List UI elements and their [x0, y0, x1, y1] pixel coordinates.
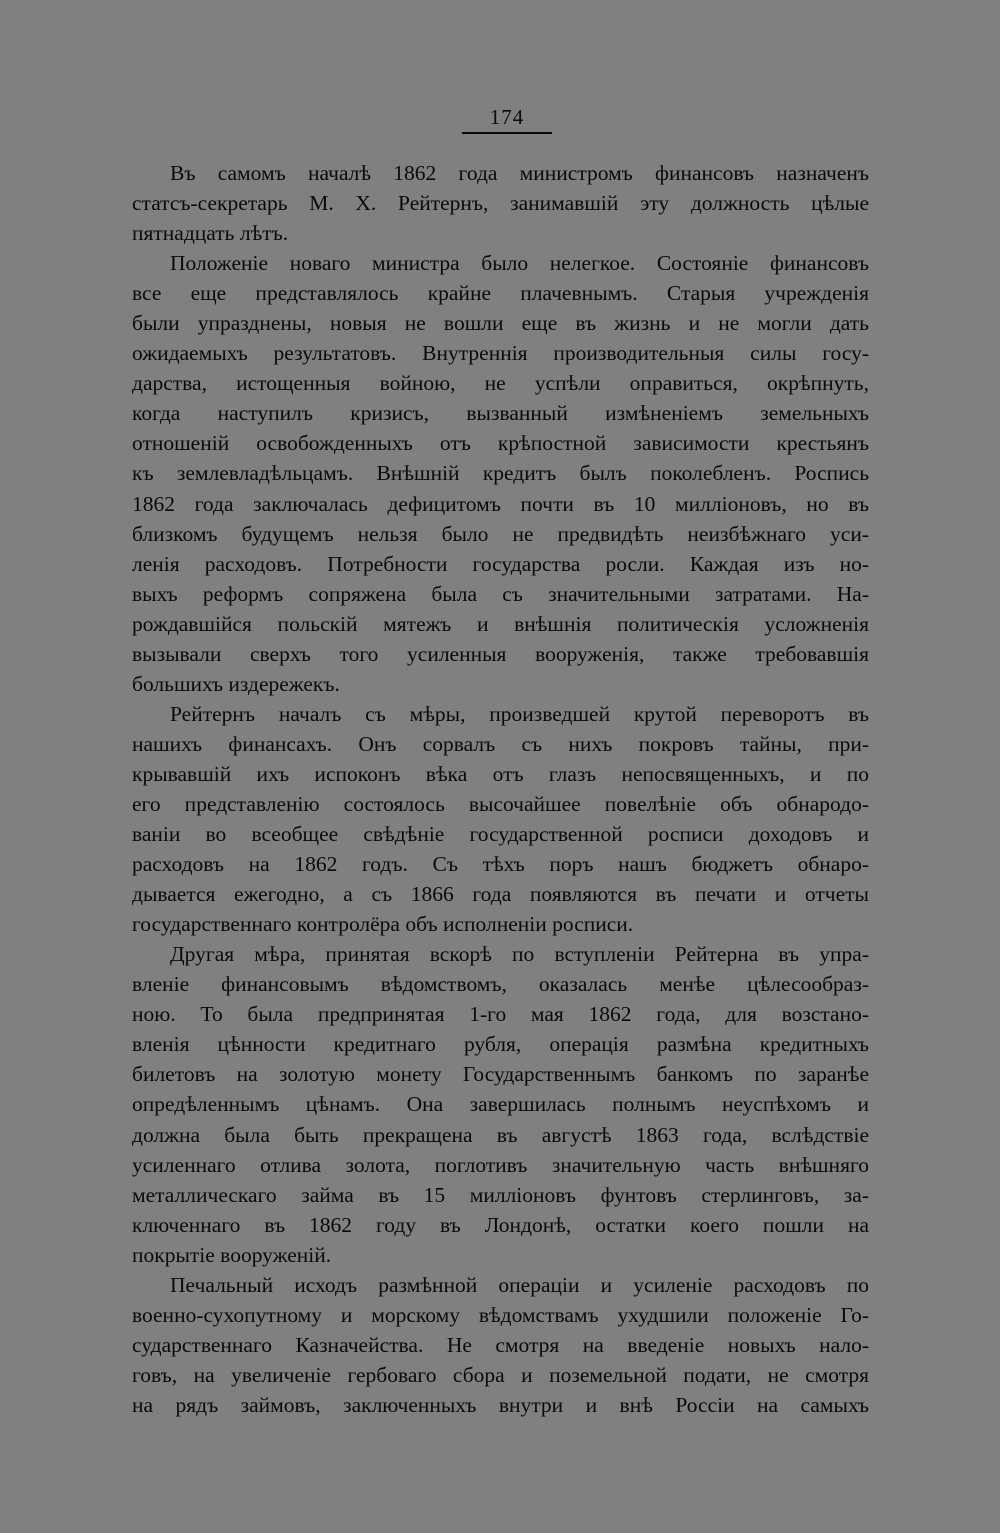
text-line: расходовъ на 1862 годъ. Съ тѣхъ поръ нашъ бюджетъ обнаро- [132, 852, 869, 877]
text-line: рождавшійся польскій мятежъ и внѣшнія политическія усложненія [132, 611, 869, 636]
text-line: опредѣленнымъ цѣнамъ. Она завершилась полнымъ неуспѣхомъ и [132, 1092, 869, 1117]
text-line: билетовъ на золотую монету Государственнымъ банкомъ по заранѣе [132, 1062, 869, 1087]
text-line: близкомъ будущемъ нельзя было не предвидѣть неизбѣжнаго уси- [132, 521, 869, 546]
text-line: пятнадцать лѣтъ. [132, 221, 289, 246]
text-line: усиленнаго отлива золота, поглотивъ значительную часть внѣшняго [132, 1152, 869, 1177]
text-line: ваніи во всеобщее свѣдѣніе государственной росписи доходовъ и [132, 822, 869, 847]
text-line: были упразднены, новыя не вошли еще въ жизнь и не могли дать [132, 311, 869, 336]
text-line: военно-сухопутному и морскому вѣдомствамъ ухудшили положеніе Го- [132, 1302, 869, 1327]
text-line: крывавшій ихъ испоконъ вѣка отъ глазъ непосвященныхъ, и по [132, 761, 869, 786]
text-line: сударственнаго Казначейства. Не смотря на введеніе новыхъ нало- [132, 1332, 869, 1357]
text-line: государственнаго контролёра объ исполненіи росписи. [132, 912, 634, 937]
text-line: когда наступилъ кризисъ, вызванный измѣненіемъ земельныхъ [132, 401, 869, 426]
text-line: ключеннаго въ 1862 году въ Лондонѣ, остатки коего пошли на [132, 1212, 869, 1237]
text-line: вызывали сверхъ того усиленныя вооруженія, также требовавшія [132, 641, 869, 666]
page-number-rule [462, 132, 552, 134]
text-line: нашихъ финансахъ. Онъ сорвалъ съ нихъ покровъ тайны, при- [132, 731, 869, 756]
text-line: все еще представлялось крайне плачевнымъ. Старыя учрежденія [132, 281, 869, 306]
text-line: должна была быть прекращена въ августѣ 1863 года, вслѣдствіе [132, 1122, 869, 1147]
text-line: дарства, истощенныя войною, не успѣли оправиться, окрѣпнуть, [132, 371, 869, 396]
text-line: выхъ реформъ сопряжена была съ значительными затратами. На- [132, 581, 869, 606]
text-line: говъ, на увеличеніе гербоваго сбора и поземельной подати, не смотря [132, 1362, 869, 1387]
text-line: большихъ издережекъ. [132, 671, 340, 696]
text-line: ожидаемыхъ результатовъ. Внутреннія производительныя силы госу- [132, 341, 869, 366]
text-line: Печальный исходъ размѣнной операціи и усиленіе расходовъ по [170, 1272, 869, 1297]
text-line: вленіе финансовымъ вѣдомствомъ, оказалась менѣе цѣлесообраз- [132, 972, 869, 997]
text-line: металлическаго займа въ 15 милліоновъ фунтовъ стерлинговъ, за- [132, 1182, 869, 1207]
text-line: дывается ежегодно, а съ 1866 года появляются въ печати и отчеты [132, 882, 869, 907]
text-line: статсъ-секретарь М. Х. Рейтернъ, занимавшій эту должность цѣлые [132, 191, 869, 216]
text-line: къ землевладѣльцамъ. Внѣшній кредитъ былъ поколебленъ. Роспись [132, 461, 869, 486]
text-line: Другая мѣра, принятая вскорѣ по вступленіи Рейтерна въ упра- [170, 942, 869, 967]
text-line: покрытіе вооруженій. [132, 1242, 332, 1267]
text-line: вленія цѣнности кредитнаго рубля, операція размѣна кредитныхъ [132, 1032, 869, 1057]
text-line: ленія расходовъ. Потребности государства росли. Каждая изъ но- [132, 551, 869, 576]
text-line: Въ самомъ началѣ 1862 года министромъ финансовъ назначенъ [170, 161, 869, 185]
text-line: отношеній освобожденныхъ отъ крѣпостной зависимости крестьянъ [132, 431, 869, 456]
text-line: его представленію состоялось высочайшее повелѣніе объ обнародо- [132, 791, 869, 816]
body-text [132, 158, 869, 1420]
text-line: ною. То была предпринятая 1-го мая 1862 года, для возстано- [132, 1002, 869, 1027]
text-line: Рейтернъ началъ съ мѣры, произведшей крутой переворотъ въ [170, 701, 869, 726]
text-line: 1862 года заключалась дефицитомъ почти въ 10 милліоновъ, но въ [132, 491, 869, 516]
text-line: на рядъ займовъ, заключенныхъ внутри и внѣ Россіи на самыхъ [132, 1392, 869, 1417]
page-number: 174 [489, 105, 525, 129]
text-line: Положеніе новаго министра было нелегкое. Состояніе финансовъ [170, 251, 869, 276]
